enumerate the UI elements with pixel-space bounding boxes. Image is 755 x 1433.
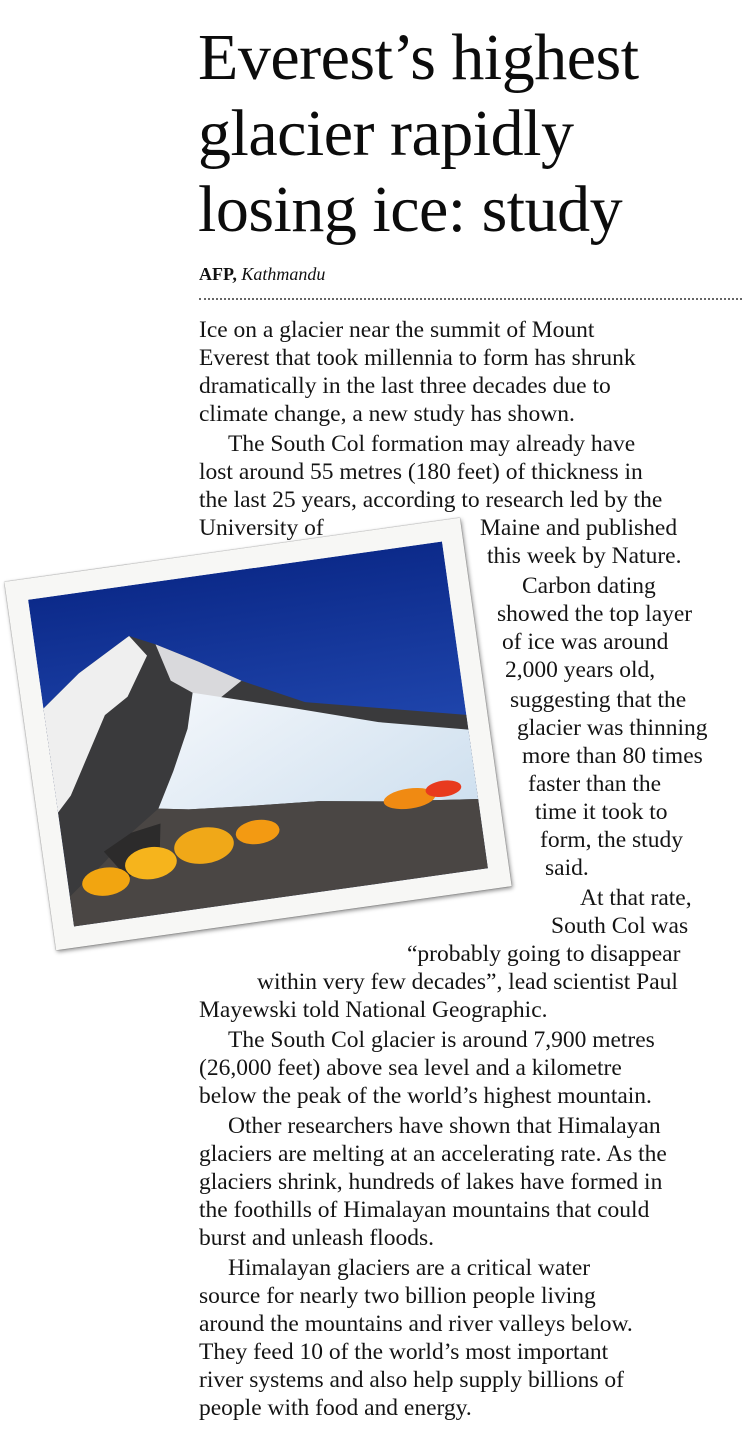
body-line: South Col was <box>551 913 689 939</box>
headline-line: glacier rapidly <box>198 97 574 170</box>
body-line: glaciers are melting at an accelerating rate. As the <box>199 1141 667 1167</box>
body-line: Himalayan glaciers are a critical water <box>228 1255 591 1281</box>
body-line: dramatically in the last three decades due to <box>199 373 611 399</box>
body-line: Other researchers have shown that Himalayan <box>228 1113 661 1139</box>
body-line: of ice was around <box>502 629 669 655</box>
byline-agency: AFP, <box>199 264 237 284</box>
body-line: University of <box>199 515 324 541</box>
body-line: people with food and energy. <box>199 1395 472 1421</box>
body-line: burst and unleash floods. <box>199 1225 434 1251</box>
body-line: The South Col formation may already have <box>228 431 636 457</box>
body-line: suggesting that the <box>510 687 687 713</box>
body-line: glaciers shrink, hundreds of lakes have formed in <box>199 1169 663 1195</box>
body-line: river systems and also help supply billions of <box>199 1367 624 1393</box>
body-line: climate change, a new study has shown. <box>199 401 575 427</box>
body-line: within very few decades”, lead scientist Paul <box>257 969 678 995</box>
body-line: Maine and published <box>480 515 678 541</box>
body-line: (26,000 feet) above sea level and a kilometre <box>199 1055 622 1081</box>
body-line: The South Col glacier is around 7,900 metres <box>228 1027 655 1053</box>
body-line: Everest that took millennia to form has shrunk <box>199 345 636 371</box>
body-line: Ice on a glacier near the summit of Mount <box>199 317 595 343</box>
body-line: 2,000 years old, <box>505 657 656 683</box>
body-line: showed the top layer <box>497 601 693 627</box>
body-line: faster than the <box>528 771 662 797</box>
headline-line: Everest’s highest <box>198 21 639 94</box>
body-line: At that rate, <box>580 885 692 911</box>
body-line: Mayewski told National Geographic. <box>199 997 548 1023</box>
body-line: the last 25 years, according to research led by the <box>199 487 663 513</box>
body-line: the foothills of Himalayan mountains that could <box>199 1197 650 1223</box>
byline-location: Kathmandu <box>241 264 326 284</box>
headline <box>198 20 748 248</box>
body-line: source for nearly two billion people living <box>199 1283 596 1309</box>
headline-line: losing ice: study <box>198 173 623 246</box>
dotted-divider <box>199 298 742 300</box>
body-line: more than 80 times <box>522 743 703 769</box>
body-line: time it took to <box>535 799 668 825</box>
body-line: below the peak of the world’s highest mountain. <box>199 1083 652 1109</box>
body-line: Carbon dating <box>522 573 656 599</box>
everest-south-col-photo <box>28 542 488 927</box>
body-line: lost around 55 metres (180 feet) of thickness in <box>199 459 643 485</box>
byline <box>199 264 325 285</box>
body-line: said. <box>545 855 589 881</box>
photo-frame <box>4 518 511 950</box>
body-line: this week by Nature. <box>487 543 682 569</box>
body-line: “probably going to disappear <box>407 941 681 967</box>
body-line: glacier was thinning <box>517 715 708 741</box>
body-line: form, the study <box>540 827 683 853</box>
body-line: around the mountains and river valleys below. <box>199 1311 633 1337</box>
body-line: They feed 10 of the world’s most important <box>199 1339 609 1365</box>
